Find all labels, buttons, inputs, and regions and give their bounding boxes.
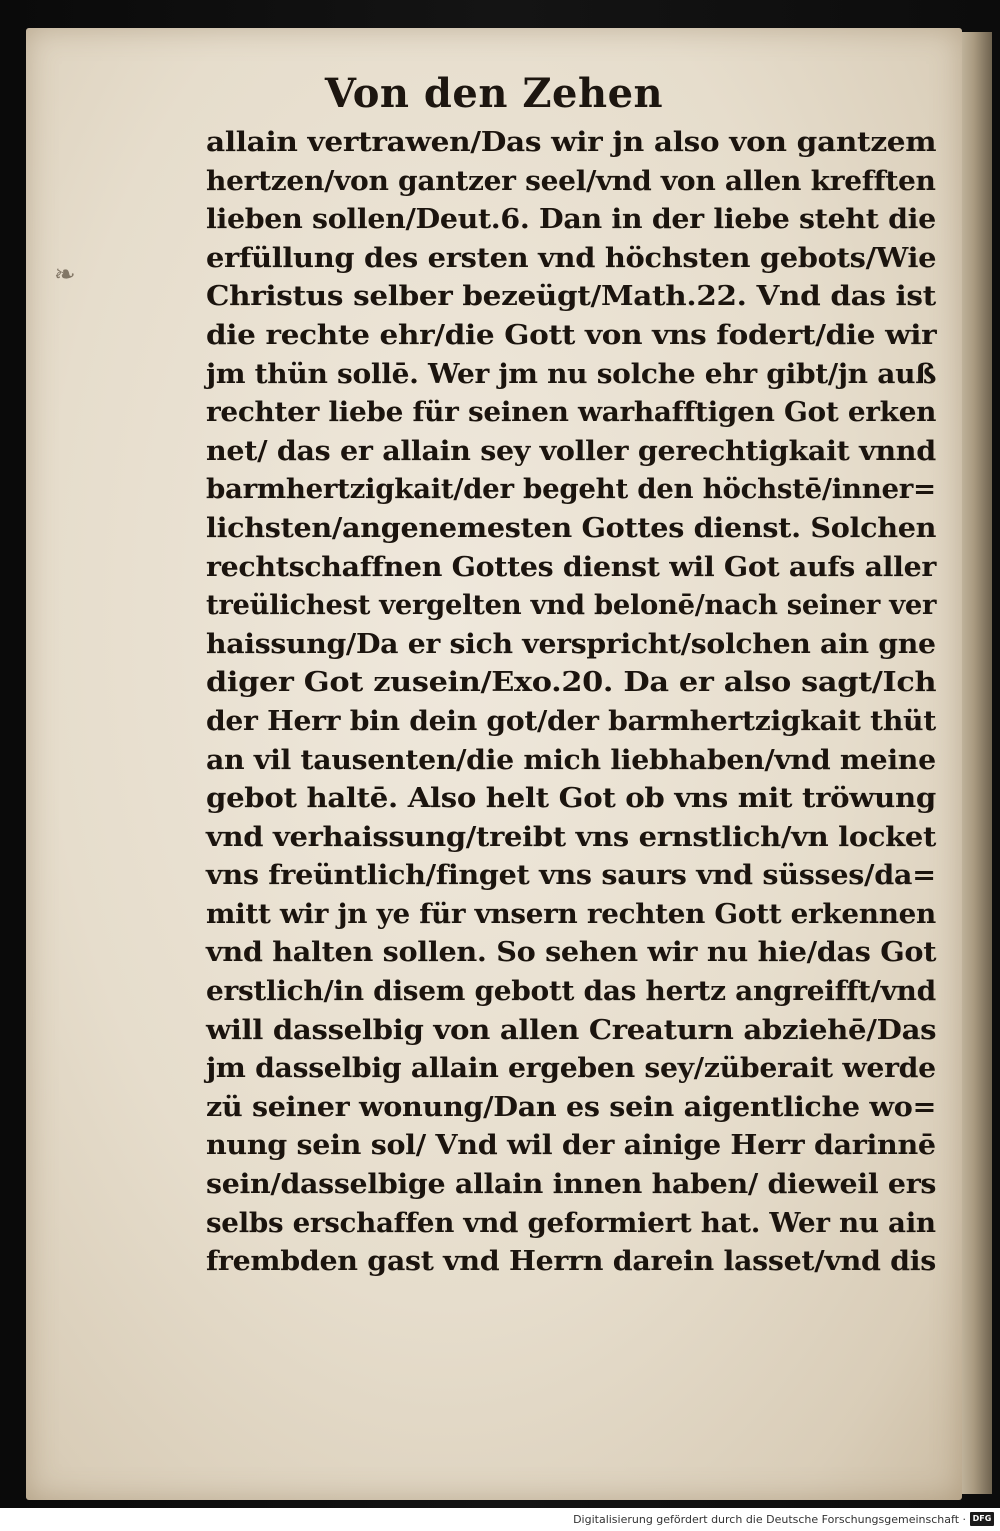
dfg-logo: DFG	[970, 1512, 994, 1526]
book-page	[26, 28, 962, 1500]
text-line: nung sein sol/ Vnd wil der ainige Herr darinnē	[206, 1130, 936, 1162]
text-line: der Herr bin dein got/der barmhertzigkait thüt	[206, 705, 936, 737]
text-line: lieben sollen/Deut.6. Dan in der liebe steht die	[206, 204, 936, 236]
text-line: diger Got zusein/Exo.20. Da er also sagt/Ich	[206, 667, 937, 699]
text-line: haissung/Da er sich verspricht/solchen ain gne	[206, 628, 936, 660]
running-head: Von den Zehen	[324, 70, 664, 117]
text-line: vnd verhaissung/treibt vns ernstlich/vn locket	[206, 821, 937, 853]
text-line: jm thün sollē. Wer jm nu solche ehr gibt/jn auß	[206, 358, 937, 390]
text-line: vnd halten sollen. So sehen wir nu hie/das Got	[206, 937, 937, 969]
text-line: die rechte ehr/die Gott von vns fodert/die wir	[206, 319, 937, 351]
text-line: zü seiner wonung/Dan es sein aigentliche wo=	[206, 1091, 937, 1123]
text-line: Christus selber bezeügt/Math.22. Vnd das ist	[206, 281, 936, 313]
text-line: lichsten/angenemesten Gottes dienst. Solchen	[206, 512, 937, 544]
text-line: treülichest vergelten vnd belonē/nach seiner ver	[206, 590, 937, 622]
text-line: barmhertzigkait/der begeht den höchstē/inner=	[206, 474, 936, 506]
text-line: net/ das er allain sey voller gerechtigkait vnnd	[206, 435, 936, 467]
text-line: allain vertrawen/Das wir jn also von gantzem	[206, 127, 937, 158]
text-line: vns freüntlich/finget vns saurs vnd süsses/da=	[206, 860, 936, 892]
text-line: an vil tausenten/die mich liebhaben/vnd meine	[206, 744, 936, 776]
text-block	[206, 124, 936, 1282]
text-line: rechter liebe für seinen warhafftigen Got erken	[206, 397, 937, 429]
margin-stain-icon: ❧	[54, 260, 76, 290]
funding-credit: Digitalisierung gefördert durch die Deutsche Forschungsgemeinschaft ·	[573, 1513, 966, 1526]
text-line: selbs erschaffen vnd geformiert hat. Wer nu ain	[206, 1207, 936, 1239]
text-line: will dasselbig von allen Creaturn abziehē/Das	[206, 1014, 937, 1046]
text-line: sein/dasselbige allain innen haben/ dieweil ers	[206, 1169, 937, 1201]
text-line: jm dasselbig allain ergeben sey/züberait werde	[206, 1053, 936, 1085]
page-edge	[962, 32, 992, 1494]
text-line: mitt wir jn ye für vnsern rechten Gott erkennen	[206, 898, 936, 930]
text-line: gebot haltē. Also helt Got ob vns mit tröwung	[206, 783, 936, 815]
text-line: frembden gast vnd Herrn darein lasset/vnd dis	[206, 1246, 936, 1278]
text-line: hertzen/von gantzer seel/vnd von allen krefften	[206, 165, 936, 197]
footer-bar	[0, 1508, 1000, 1531]
text-line: erfüllung des ersten vnd höchsten gebots/Wie	[206, 242, 937, 274]
text-line: erstlich/in disem gebott das hertz angreifft/vnd	[206, 976, 936, 1008]
text-line: rechtschaffnen Gottes dienst wil Got aufs aller	[206, 551, 937, 583]
